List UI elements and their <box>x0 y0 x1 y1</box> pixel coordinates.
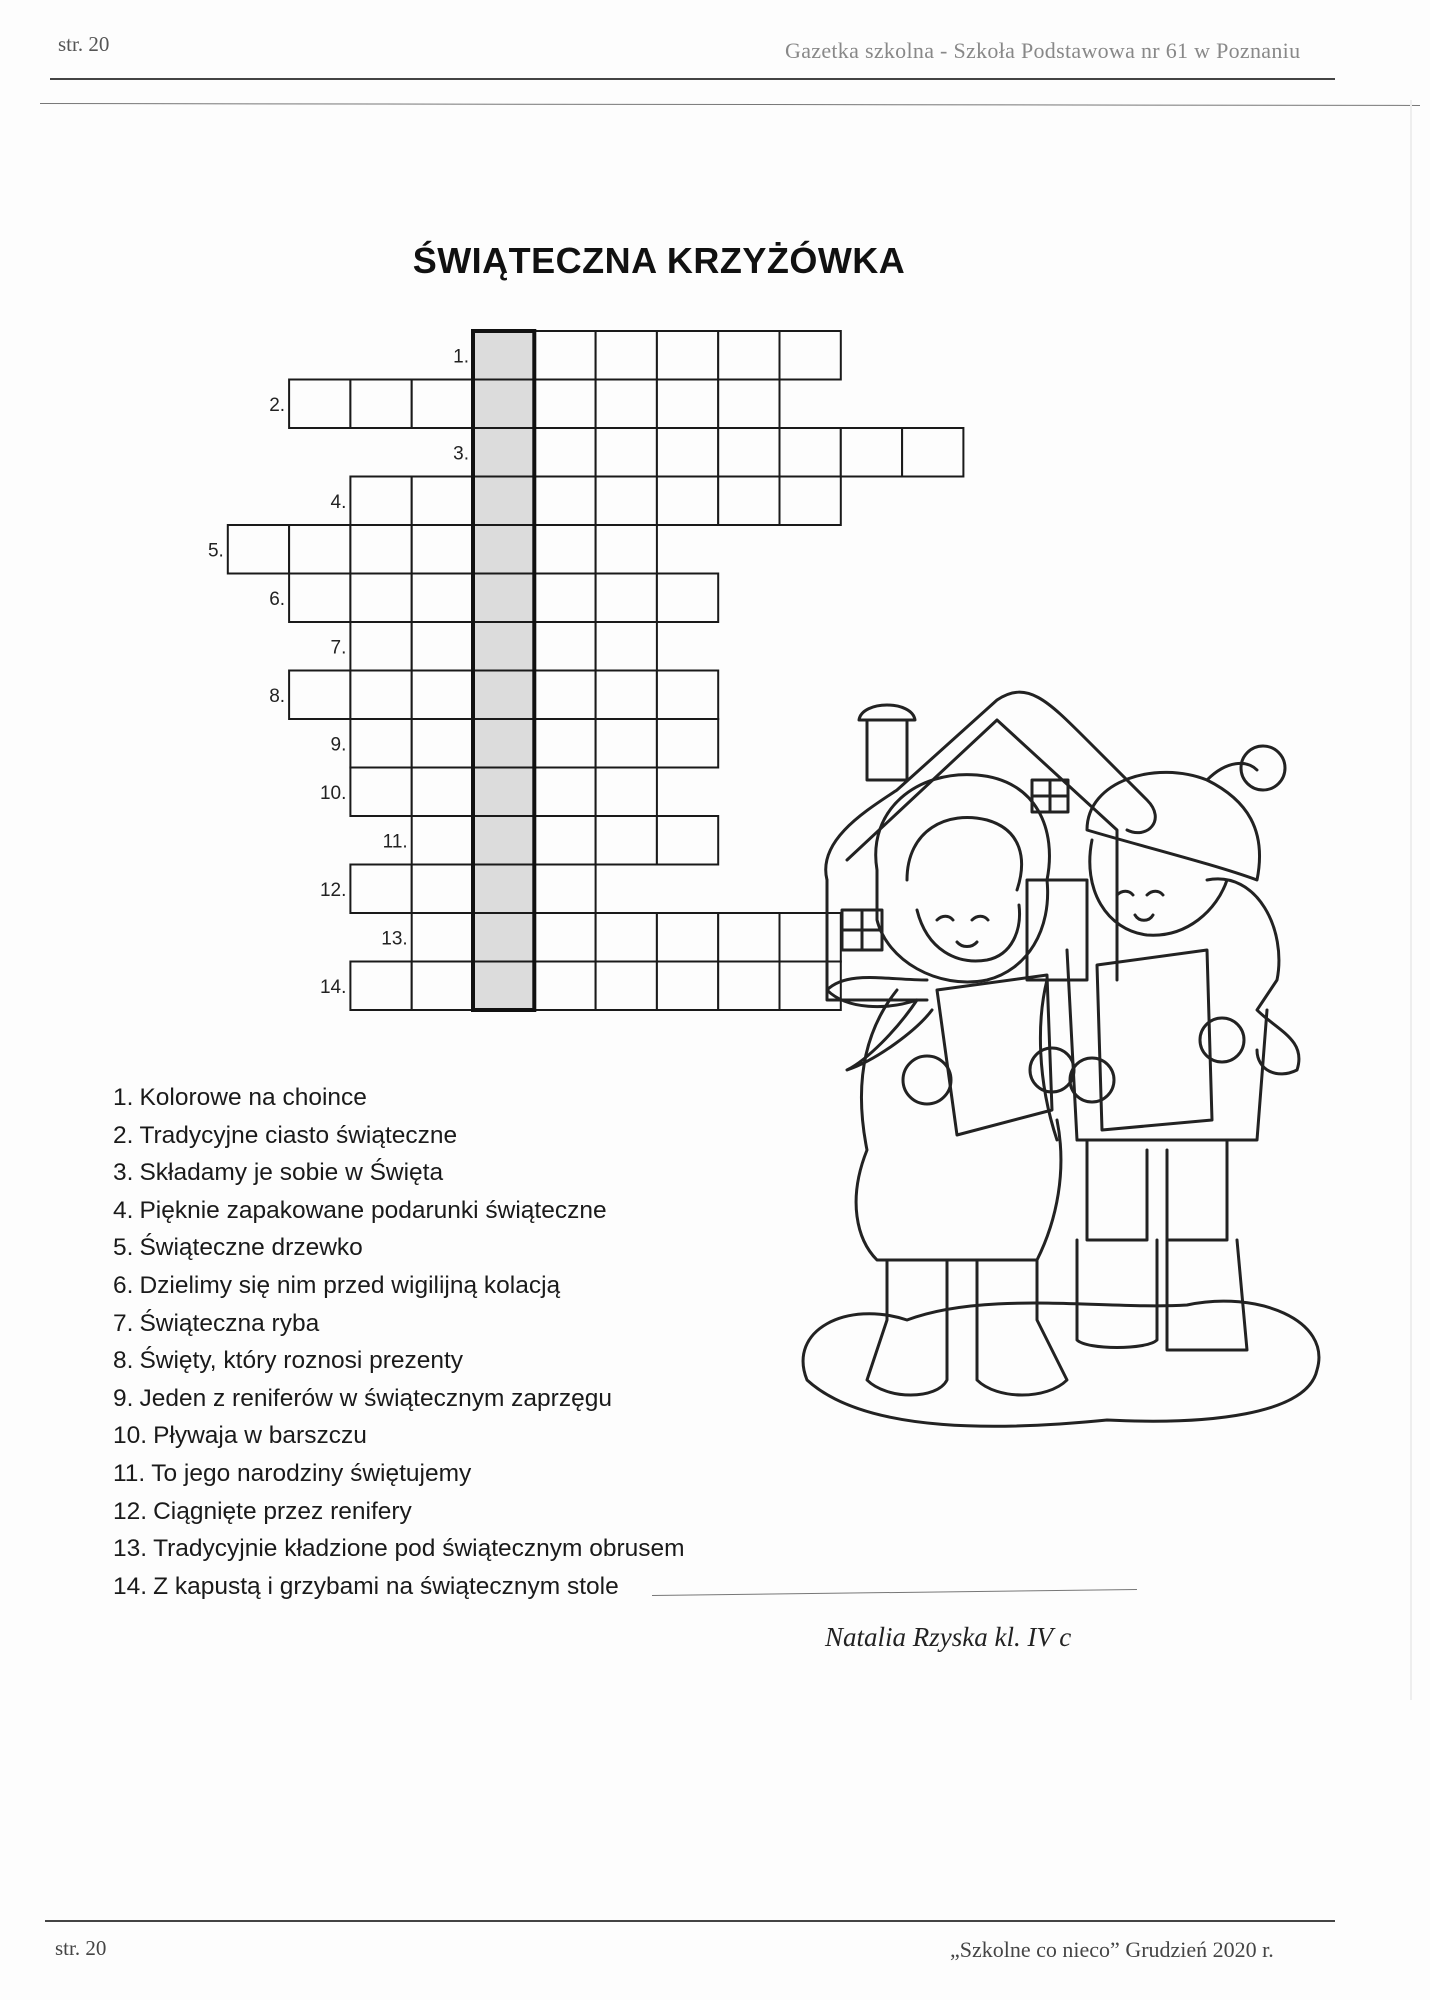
crossword-cell <box>596 962 657 1011</box>
crossword-row-number: 5. <box>207 540 224 562</box>
clue-item <box>113 1154 685 1192</box>
crossword-cell <box>350 865 411 914</box>
crossword-cell <box>841 428 902 477</box>
crossword-cell <box>228 525 289 574</box>
crossword-row-number: 12. <box>319 879 347 901</box>
crossword-cell <box>534 671 595 720</box>
clue-number: 1. <box>113 1084 134 1111</box>
clue-number: 6. <box>113 1271 134 1299</box>
crossword-cell <box>902 428 963 477</box>
crossword-cell <box>534 525 595 574</box>
crossword-key-cell <box>473 865 534 914</box>
crossword-cell <box>534 574 595 623</box>
crossword-cell <box>596 671 657 720</box>
clue-item <box>113 1530 685 1568</box>
clue-list <box>113 1079 685 1605</box>
clue-text: Święty, który roznosi prezenty <box>139 1347 464 1375</box>
crossword-key-cell <box>473 962 534 1011</box>
crossword-cell <box>780 428 841 477</box>
crossword-cell <box>534 865 595 914</box>
crossword-key-cell <box>473 331 534 380</box>
crossword-key-cell <box>473 428 534 477</box>
carolers-illustration-icon <box>787 680 1347 1460</box>
crossword-cell <box>289 574 350 623</box>
crossword-cell <box>718 477 779 526</box>
crossword-row-number: 4. <box>330 491 347 513</box>
crossword-row-number: 9. <box>330 734 347 756</box>
clue-text: Tradycyjne ciasto świąteczne <box>139 1121 458 1149</box>
crossword-cell <box>350 768 411 817</box>
clue-item <box>113 1192 685 1230</box>
crossword-cell <box>596 428 657 477</box>
crossword-row-number: 8. <box>269 685 286 707</box>
clue-number: 10. <box>113 1422 148 1450</box>
crossword-cell <box>657 719 718 768</box>
crossword-cell <box>350 380 411 429</box>
crossword-key-cell <box>473 719 534 768</box>
crossword-cell <box>596 913 657 962</box>
footer-page-label: str. 20 <box>55 1936 107 1960</box>
crossword-cell <box>412 865 473 914</box>
clue-text: Jeden z reniferów w świątecznym zaprzęgu <box>139 1384 612 1412</box>
scan-edge-rule <box>40 103 1420 106</box>
crossword-cell <box>412 622 473 671</box>
crossword-cell <box>350 525 411 574</box>
crossword-title: ŚWIĄTECZNA KRZYŻÓWKA <box>412 240 906 281</box>
crossword-row-number: 10. <box>319 782 347 804</box>
clue-item <box>113 1342 685 1380</box>
crossword-row-number: 3. <box>453 443 469 465</box>
crossword-cell <box>289 671 350 720</box>
crossword-cell <box>350 622 411 671</box>
crossword-row-number: 14. <box>319 976 347 998</box>
crossword-row-number: 2. <box>269 394 286 416</box>
crossword-row-number: 6. <box>269 588 286 610</box>
crossword-cell <box>534 913 595 962</box>
clue-text: Świąteczne drzewko <box>139 1234 363 1262</box>
crossword-cell <box>534 719 595 768</box>
clue-number: 2. <box>113 1121 134 1149</box>
clue-text: Dzielimy się nim przed wigilijną kolacją <box>139 1271 561 1299</box>
crossword-cell <box>657 477 718 526</box>
crossword-cell <box>350 671 411 720</box>
clue-number: 4. <box>113 1196 134 1224</box>
clue-text: Pięknie zapakowane podarunki świąteczne <box>139 1196 607 1224</box>
crossword-cell <box>534 622 595 671</box>
clue-item <box>113 1417 685 1455</box>
crossword-key-cell <box>473 913 534 962</box>
crossword-cell <box>596 477 657 526</box>
clue-item <box>113 1305 685 1343</box>
crossword-cell <box>657 574 718 623</box>
clue-number: 11. <box>113 1459 146 1487</box>
crossword-cell <box>350 719 411 768</box>
crossword-cell <box>657 913 718 962</box>
crossword-cell <box>780 331 841 380</box>
crossword-cell <box>596 380 657 429</box>
footer-issue: „Szkolne co nieco” Grudzień 2020 r. <box>950 1937 1274 1962</box>
clue-item <box>113 1380 685 1418</box>
crossword-cell <box>534 428 595 477</box>
crossword-cell <box>534 816 595 865</box>
crossword-row-number: 13. <box>381 928 408 950</box>
footer-rule <box>45 1920 1335 1922</box>
clue-item <box>113 1493 685 1531</box>
crossword-cell <box>718 913 779 962</box>
clue-item <box>113 1117 685 1155</box>
clue-text: Składamy je sobie w Święta <box>139 1159 444 1187</box>
cutout-edge-line <box>652 1589 1137 1596</box>
clue-text: Pływaja w barszczu <box>153 1422 367 1450</box>
clue-item <box>113 1079 685 1117</box>
crossword-cell <box>657 962 718 1011</box>
crossword-cell <box>657 816 718 865</box>
crossword-cell <box>412 380 473 429</box>
clue-text: Ciągnięte przez renifery <box>153 1497 412 1525</box>
crossword-key-cell <box>473 477 534 526</box>
crossword-cell <box>596 768 657 817</box>
crossword-cell <box>350 574 411 623</box>
crossword-cell <box>534 477 595 526</box>
crossword-cell <box>350 962 411 1011</box>
header-publication: Gazetka szkolna - Szkoła Podstawowa nr 61 w Poznaniu <box>785 38 1301 63</box>
header-rule <box>50 78 1335 80</box>
crossword-cell <box>289 525 350 574</box>
crossword-cell <box>534 768 595 817</box>
crossword-cell <box>596 719 657 768</box>
crossword-key-cell <box>473 574 534 623</box>
crossword-cell <box>412 962 473 1011</box>
clue-text: Świąteczna ryba <box>139 1309 320 1337</box>
clue-text: Tradycyjnie kładzione pod świątecznym obrusem <box>153 1535 685 1563</box>
crossword-cell <box>350 477 411 526</box>
clue-number: 13. <box>113 1535 148 1563</box>
crossword-cell <box>534 380 595 429</box>
clue-text: Z kapustą i grzybami na świątecznym stole <box>153 1572 619 1600</box>
crossword-cell <box>596 525 657 574</box>
clue-text: Kolorowe na choince <box>139 1084 367 1111</box>
crossword-cell <box>596 331 657 380</box>
clue-item <box>113 1229 685 1267</box>
crossword-cell <box>718 428 779 477</box>
header-page-label: str. 20 <box>58 32 110 56</box>
crossword-cell <box>657 380 718 429</box>
crossword-cell <box>657 671 718 720</box>
crossword-cell <box>412 768 473 817</box>
clue-number: 3. <box>113 1159 134 1187</box>
clue-number: 14. <box>113 1572 148 1600</box>
crossword-key-cell <box>473 816 534 865</box>
clue-item <box>113 1455 685 1493</box>
author-signature: Natalia Rzyska kl. IV c <box>825 1622 1072 1652</box>
clue-number: 5. <box>113 1234 134 1262</box>
crossword-row-number: 7. <box>330 637 347 659</box>
crossword-cell <box>412 574 473 623</box>
crossword-cell <box>596 574 657 623</box>
crossword-key-column-outline <box>473 331 534 1010</box>
clue-number: 8. <box>113 1347 134 1375</box>
crossword-cell <box>534 331 595 380</box>
crossword-cell <box>718 380 779 429</box>
crossword-cell <box>657 428 718 477</box>
clue-item <box>113 1568 685 1606</box>
crossword-key-cell <box>473 622 534 671</box>
scan-edge <box>1410 100 1412 1700</box>
crossword-cell <box>412 719 473 768</box>
crossword-cell <box>534 962 595 1011</box>
clue-number: 9. <box>113 1384 134 1412</box>
crossword-row-number: 1. <box>453 346 469 368</box>
crossword-cell <box>596 622 657 671</box>
crossword-cell <box>289 380 350 429</box>
crossword-cell <box>718 962 779 1011</box>
crossword-key-cell <box>473 671 534 720</box>
crossword-cell <box>596 816 657 865</box>
crossword-cell <box>657 331 718 380</box>
crossword-cell <box>412 525 473 574</box>
crossword-key-cell <box>473 768 534 817</box>
crossword-cell <box>412 816 473 865</box>
crossword-cell <box>412 913 473 962</box>
crossword-row-number: 11. <box>382 831 408 853</box>
crossword-cell <box>412 477 473 526</box>
clue-text: To jego narodziny świętujemy <box>151 1459 472 1487</box>
crossword-cell <box>780 477 841 526</box>
crossword-key-cell <box>473 525 534 574</box>
crossword-key-cell <box>473 380 534 429</box>
crossword-cell <box>412 671 473 720</box>
clue-item <box>113 1267 685 1305</box>
clue-number: 7. <box>113 1309 134 1337</box>
crossword-cell <box>718 331 779 380</box>
clue-number: 12. <box>113 1497 148 1525</box>
